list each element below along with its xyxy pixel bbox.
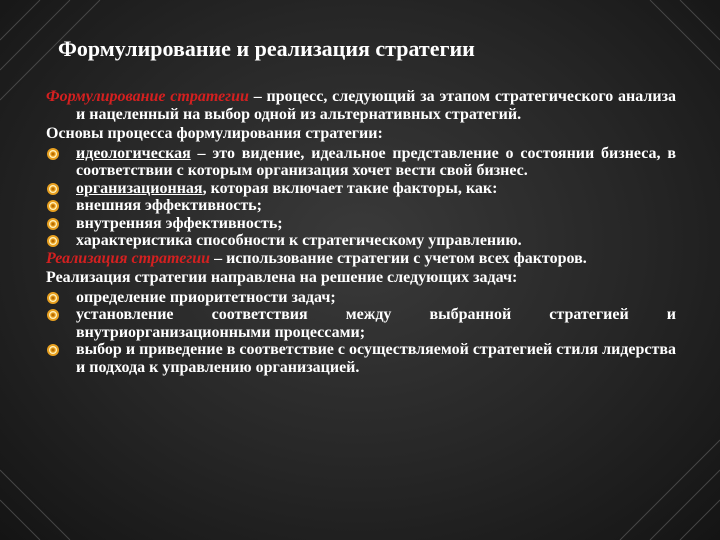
paragraph-implementation — [46, 250, 676, 268]
text-external-efficiency: внешняя эффективность; — [76, 197, 262, 214]
text-organizational: , которая включает такие факторы, как: — [202, 179, 498, 197]
term-implementation: Реализация стратегии — [46, 249, 211, 267]
list-item-strategic-capability — [46, 232, 676, 250]
list-item-leadership-style — [46, 341, 676, 376]
list-item-external-efficiency — [46, 197, 676, 215]
orange-circle-bullet-icon — [46, 147, 60, 161]
term-organizational: организационная — [76, 179, 203, 197]
orange-circle-bullet-icon — [46, 234, 60, 248]
slide-title: Формулирование и реализация стратегии — [58, 36, 475, 61]
text-strategic-capability: характеристика способности к стратегическому управлению. — [76, 232, 522, 249]
list-item-organizational — [46, 180, 676, 198]
text-implementation: – использование стратегии с учетом всех факторов. — [210, 249, 587, 267]
list-item-task-priority — [46, 289, 676, 307]
paragraph-basics-heading: Основы процесса формулирования стратегии: — [46, 125, 383, 142]
text-internal-efficiency: внутренняя эффективность; — [76, 214, 283, 232]
orange-circle-bullet-icon — [46, 291, 60, 305]
list-item-alignment — [46, 306, 676, 341]
text-leadership-style: выбор и приведение в соответствие с осуществляемой стратегией стиля лидерства и подхода к управлению организацией. — [76, 341, 676, 376]
orange-circle-bullet-icon — [46, 182, 60, 196]
text-task-priority: определение приоритетности задач; — [76, 288, 336, 306]
orange-circle-bullet-icon — [46, 343, 60, 357]
paragraph-implementation-tasks: Реализация стратегии направлена на решение следующих задач: — [46, 269, 518, 286]
slide-body — [46, 88, 676, 376]
orange-circle-bullet-icon — [46, 308, 60, 322]
list-item-internal-efficiency — [46, 215, 676, 233]
term-formulation: Формулирование стратегии — [46, 88, 249, 105]
term-ideological: идеологическая — [76, 144, 191, 162]
orange-circle-bullet-icon — [46, 199, 60, 213]
text-ideological: – это видение, идеальное представление о состоянии бизнеса, в соответствии с которым организация хочет вести свой бизнес. — [76, 144, 676, 179]
paragraph-formulation — [46, 88, 676, 123]
text-alignment: установление соответствия между выбранной стратегией и внутриорганизационными процессами; — [76, 306, 676, 341]
text-formulation: – процесс, следующий за этапом стратегического анализа и нацеленный на выбор одной из альтернативных стратегий. — [76, 88, 676, 123]
orange-circle-bullet-icon — [46, 217, 60, 231]
list-item-ideological — [46, 145, 676, 180]
